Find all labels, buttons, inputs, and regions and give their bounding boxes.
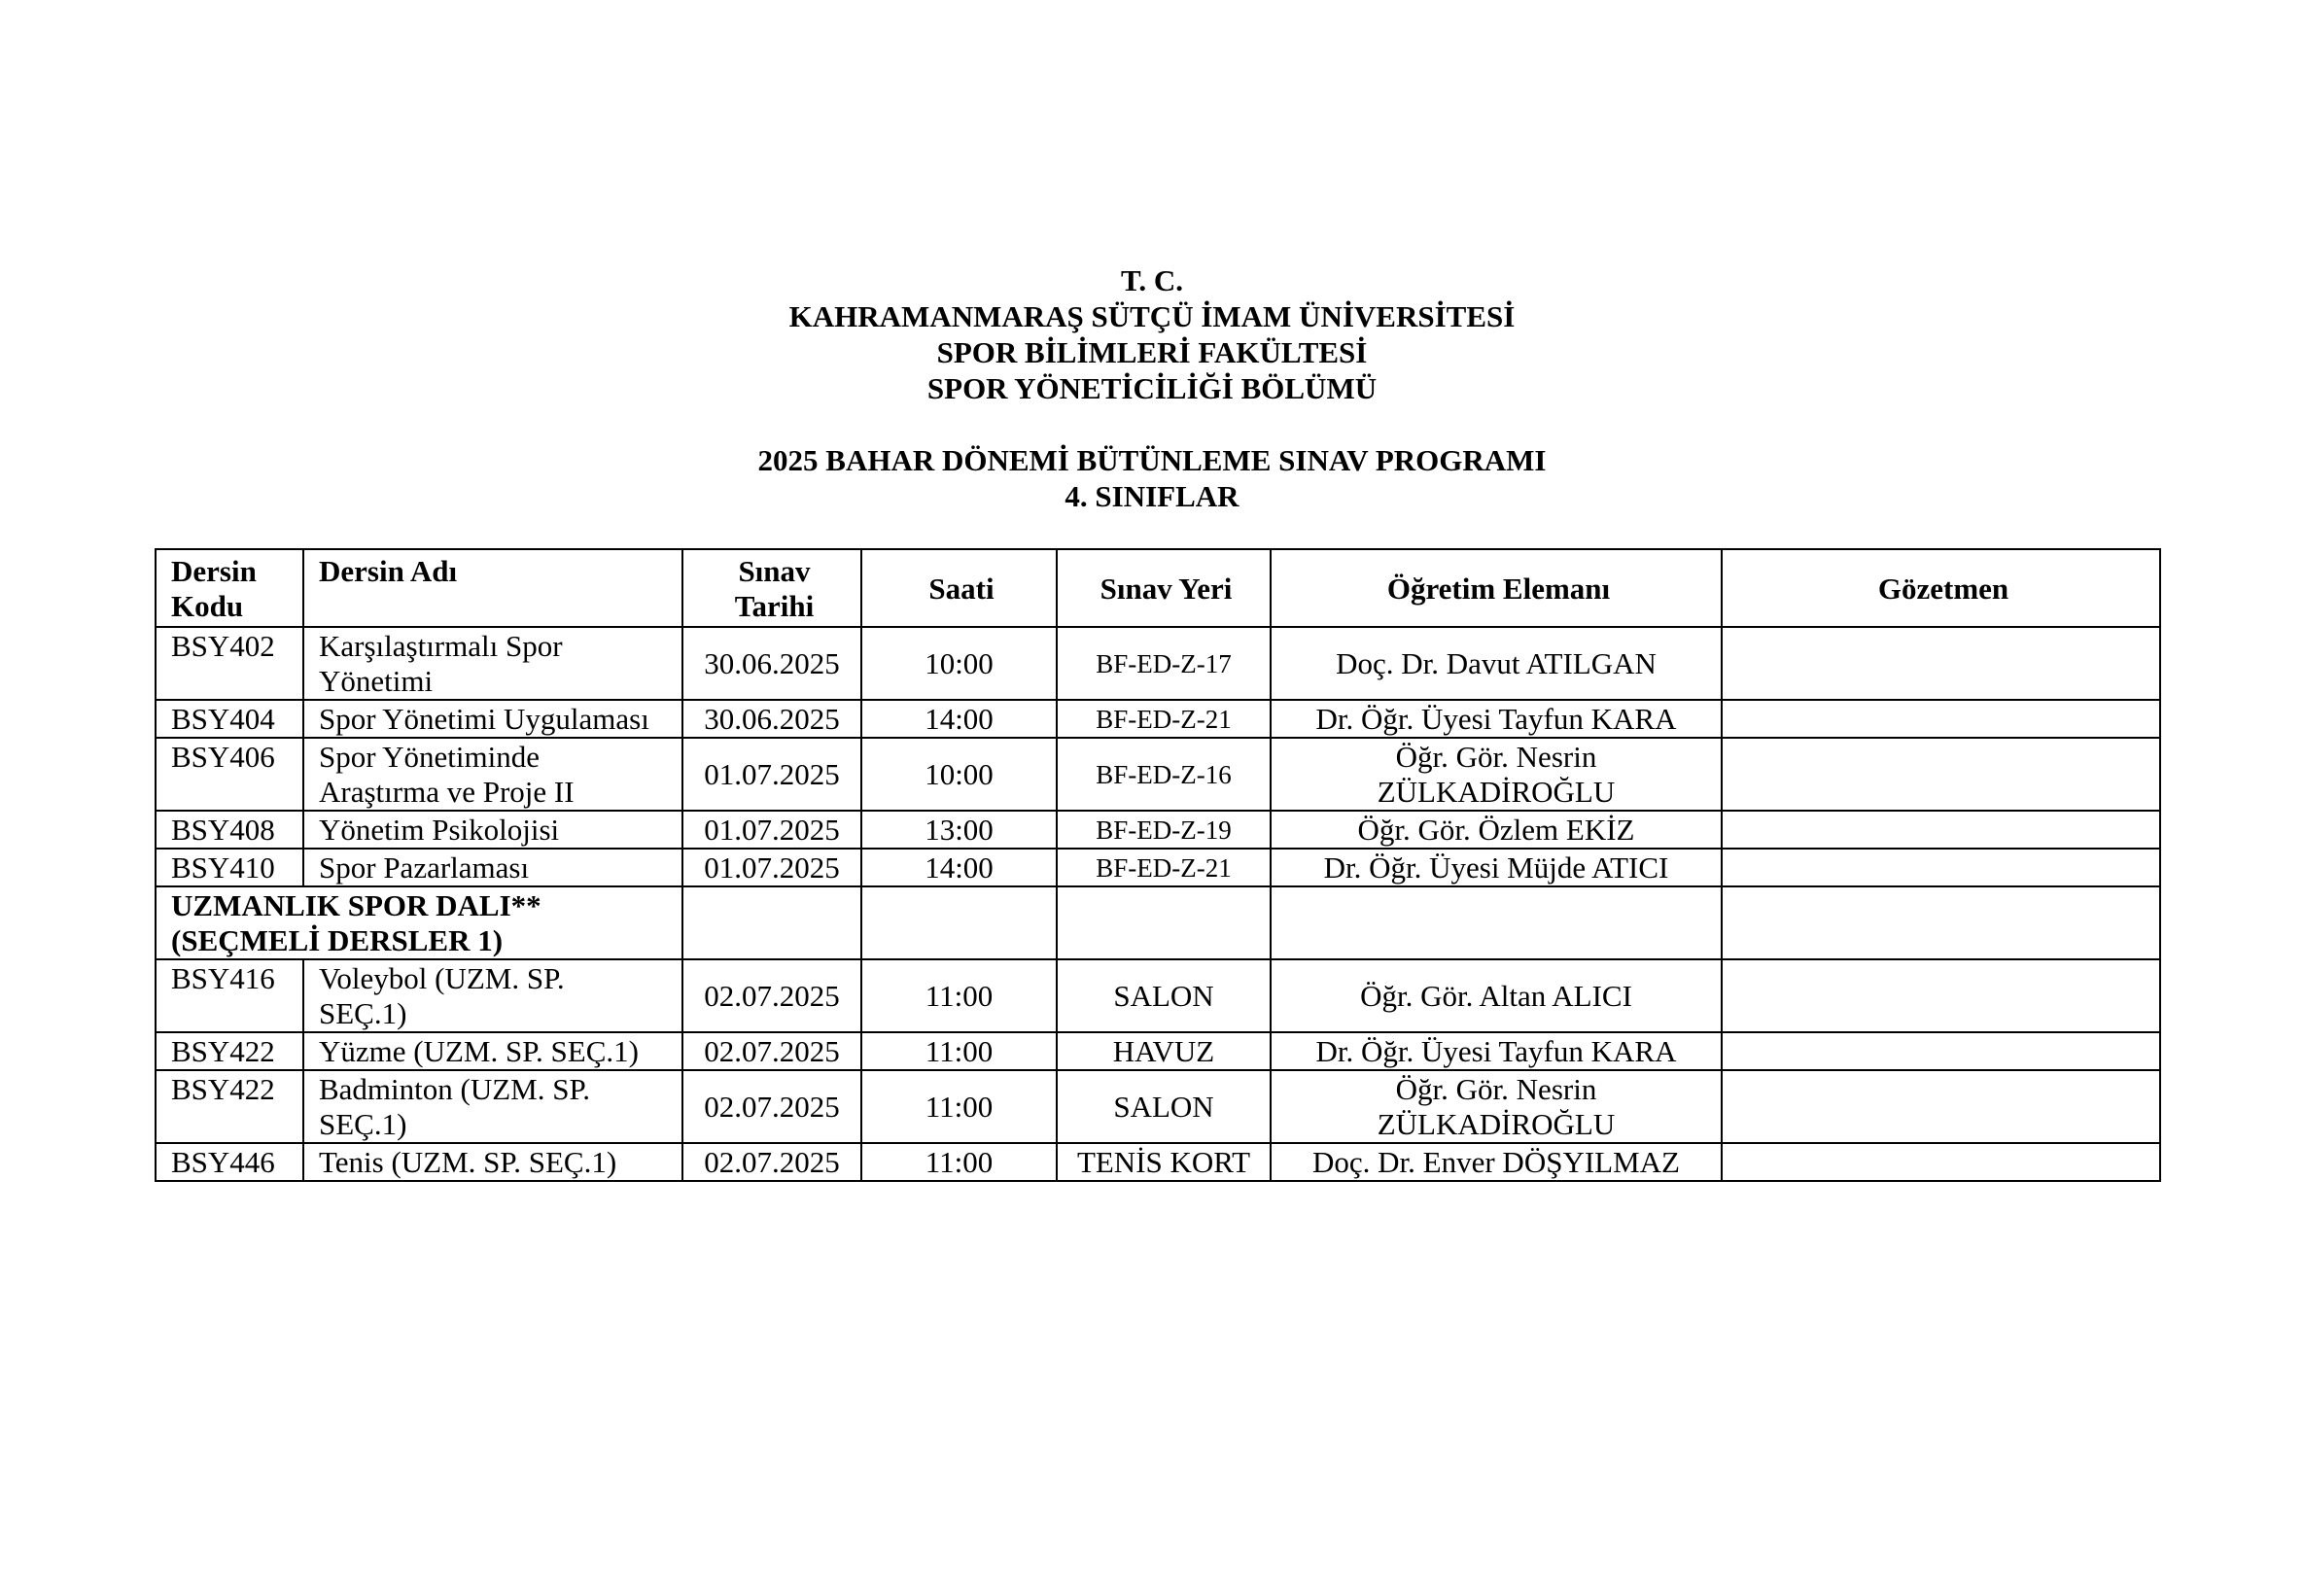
exam-date: 02.07.2025 <box>682 1032 861 1070</box>
column-header-date-line2: Tarihi <box>734 589 815 623</box>
column-header-time: Saati <box>861 549 1057 627</box>
exam-room: BF-ED-Z-21 <box>1057 700 1271 738</box>
instructor: Dr. Öğr. Üyesi Tayfun KARA <box>1271 1032 1722 1070</box>
table-row <box>156 849 2160 886</box>
proctor <box>1722 1070 2160 1143</box>
exam-date: 01.07.2025 <box>682 738 861 811</box>
document-title: 2025 BAHAR DÖNEMİ BÜTÜNLEME SINAV PROGRAMI <box>757 443 1547 477</box>
table-row <box>156 627 2160 700</box>
course-code: BSY422 <box>156 1070 303 1143</box>
empty-cell <box>1722 886 2160 959</box>
header-faculty: SPOR BİLİMLERİ FAKÜLTESİ <box>936 335 1368 369</box>
course-code: BSY404 <box>156 700 303 738</box>
exam-room: BF-ED-Z-17 <box>1057 627 1271 700</box>
course-name: Spor Yönetimi Uygulaması <box>303 700 682 738</box>
table-row <box>156 1143 2160 1181</box>
course-name-line1: Badminton (UZM. SP. <box>319 1072 591 1106</box>
exam-time: 11:00 <box>861 959 1057 1032</box>
course-name: Yönetim Psikolojisi <box>303 811 682 849</box>
table-row <box>156 738 2160 811</box>
column-header-code <box>156 549 303 627</box>
section-title-line1: UZMANLIK SPOR DALI** <box>171 888 541 922</box>
exam-room: HAVUZ <box>1057 1032 1271 1070</box>
exam-time: 13:00 <box>861 811 1057 849</box>
course-name <box>303 738 682 811</box>
exam-date: 02.07.2025 <box>682 959 861 1032</box>
exam-room: BF-ED-Z-19 <box>1057 811 1271 849</box>
proctor <box>1722 627 2160 700</box>
table-row <box>156 1070 2160 1143</box>
empty-cell <box>1271 886 1722 959</box>
course-code: BSY406 <box>156 738 303 811</box>
proctor <box>1722 738 2160 811</box>
document-header <box>0 262 2304 514</box>
exam-time: 11:00 <box>861 1032 1057 1070</box>
course-code: BSY410 <box>156 849 303 886</box>
column-header-code-line2: Kodu <box>171 589 244 623</box>
table-header-row <box>156 549 2160 627</box>
exam-date: 02.07.2025 <box>682 1070 861 1143</box>
exam-time: 10:00 <box>861 738 1057 811</box>
course-name-line1: Spor Yönetiminde <box>319 740 541 774</box>
column-header-code-line1: Dersin <box>171 554 257 588</box>
exam-date: 01.07.2025 <box>682 849 861 886</box>
document-subtitle: 4. SINIFLAR <box>1065 479 1239 513</box>
table-row <box>156 700 2160 738</box>
course-name-line2: Yönetimi <box>319 664 434 698</box>
proctor <box>1722 1143 2160 1181</box>
course-name: Tenis (UZM. SP. SEÇ.1) <box>303 1143 682 1181</box>
proctor <box>1722 811 2160 849</box>
proctor <box>1722 700 2160 738</box>
instructor-line1: Doç. Dr. Davut ATILGAN <box>1336 646 1657 680</box>
column-header-date-line1: Sınav <box>738 554 811 588</box>
course-name-line2: Araştırma ve Proje II <box>319 775 575 809</box>
exam-schedule-table <box>155 548 2161 1182</box>
exam-time: 14:00 <box>861 849 1057 886</box>
course-name-line1: Voleybol (UZM. SP. <box>319 961 565 995</box>
course-code: BSY416 <box>156 959 303 1032</box>
column-header-instructor: Öğretim Elemanı <box>1271 549 1722 627</box>
header-country: T. C. <box>1120 263 1183 297</box>
table-row <box>156 1032 2160 1070</box>
header-gap <box>0 406 2304 442</box>
course-name: Spor Pazarlaması <box>303 849 682 886</box>
course-code: BSY402 <box>156 627 303 700</box>
instructor-line1: Öğr. Gör. Nesrin <box>1395 1072 1597 1106</box>
proctor <box>1722 1032 2160 1070</box>
instructor <box>1271 1070 1722 1143</box>
table-row <box>156 811 2160 849</box>
instructor <box>1271 627 1722 700</box>
instructor: Dr. Öğr. Üyesi Tayfun KARA <box>1271 700 1722 738</box>
proctor <box>1722 849 2160 886</box>
course-name <box>303 1070 682 1143</box>
exam-time: 11:00 <box>861 1143 1057 1181</box>
exam-room: TENİS KORT <box>1057 1143 1271 1181</box>
instructor: Doç. Dr. Enver DÖŞYILMAZ <box>1271 1143 1722 1181</box>
exam-time: 10:00 <box>861 627 1057 700</box>
header-university: KAHRAMANMARAŞ SÜTÇÜ İMAM ÜNİVERSİTESİ <box>788 299 1516 333</box>
instructor: Öğr. Gör. Altan ALICI <box>1271 959 1722 1032</box>
instructor-line2: ZÜLKADİROĞLU <box>1377 775 1616 809</box>
instructor-line2: ZÜLKADİROĞLU <box>1377 1107 1616 1141</box>
section-title-line2: (SEÇMELİ DERSLER 1) <box>171 923 504 957</box>
course-code: BSY408 <box>156 811 303 849</box>
course-code: BSY446 <box>156 1143 303 1181</box>
exam-time: 14:00 <box>861 700 1057 738</box>
column-header-room: Sınav Yeri <box>1057 549 1271 627</box>
section-row <box>156 886 2160 959</box>
instructor: Dr. Öğr. Üyesi Müjde ATICI <box>1271 849 1722 886</box>
column-header-proctor: Gözetmen <box>1722 549 2160 627</box>
exam-date: 01.07.2025 <box>682 811 861 849</box>
exam-date: 30.06.2025 <box>682 627 861 700</box>
course-code: BSY422 <box>156 1032 303 1070</box>
header-department: SPOR YÖNETİCİLİĞİ BÖLÜMÜ <box>926 371 1378 405</box>
course-name: Yüzme (UZM. SP. SEÇ.1) <box>303 1032 682 1070</box>
course-name-line1: Karşılaştırmalı Spor <box>319 629 563 663</box>
empty-cell <box>1057 886 1271 959</box>
course-name-line2: SEÇ.1) <box>319 996 407 1030</box>
course-name <box>303 627 682 700</box>
column-header-date <box>682 549 861 627</box>
section-title <box>156 886 682 959</box>
course-name <box>303 959 682 1032</box>
instructor <box>1271 738 1722 811</box>
course-name-line2: SEÇ.1) <box>319 1107 407 1141</box>
instructor-line1: Öğr. Gör. Nesrin <box>1395 740 1597 774</box>
empty-cell <box>861 886 1057 959</box>
empty-cell <box>682 886 861 959</box>
exam-time: 11:00 <box>861 1070 1057 1143</box>
exam-room: BF-ED-Z-21 <box>1057 849 1271 886</box>
exam-date: 02.07.2025 <box>682 1143 861 1181</box>
exam-date: 30.06.2025 <box>682 700 861 738</box>
instructor: Öğr. Gör. Özlem EKİZ <box>1271 811 1722 849</box>
proctor <box>1722 959 2160 1032</box>
column-header-name: Dersin Adı <box>303 549 682 627</box>
exam-room: BF-ED-Z-16 <box>1057 738 1271 811</box>
exam-room: SALON <box>1057 959 1271 1032</box>
table-row <box>156 959 2160 1032</box>
exam-room: SALON <box>1057 1070 1271 1143</box>
